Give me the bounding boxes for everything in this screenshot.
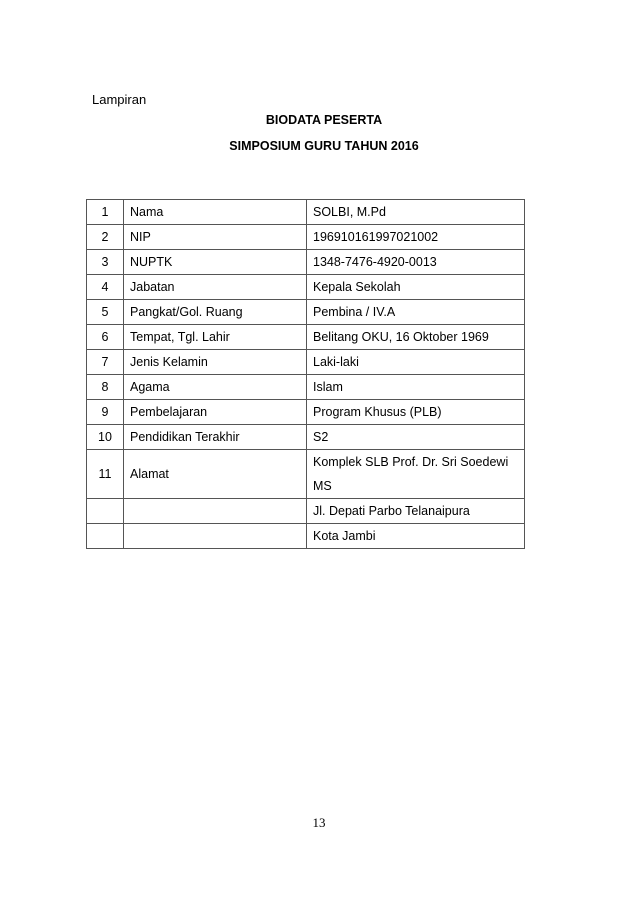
row-label: Pendidikan Terakhir [124, 425, 307, 450]
alamat-line-1: Komplek SLB Prof. Dr. Sri Soedewi [313, 455, 509, 469]
table-row [87, 375, 525, 400]
table-row [87, 425, 525, 450]
row-value: Laki-laki [307, 350, 525, 375]
row-number: 5 [87, 300, 124, 325]
row-label: Pembelajaran [124, 400, 307, 425]
row-label: NUPTK [124, 250, 307, 275]
row-value: Program Khusus (PLB) [307, 400, 525, 425]
row-label: Nama [124, 200, 307, 225]
table-row [87, 200, 525, 225]
row-label: Alamat [124, 450, 307, 499]
table-row [87, 225, 525, 250]
row-label: NIP [124, 225, 307, 250]
alamat-line-3: Jl. Depati Parbo Telanaipura [307, 499, 525, 524]
row-number: 4 [87, 275, 124, 300]
document-subtitle: SIMPOSIUM GURU TAHUN 2016 [229, 139, 419, 153]
table-row [87, 250, 525, 275]
empty-cell [124, 524, 307, 549]
row-value: 1348-7476-4920-0013 [307, 250, 525, 275]
row-value: 196910161997021002 [307, 225, 525, 250]
row-number: 9 [87, 400, 124, 425]
page-number: 13 [312, 815, 326, 830]
row-number: 8 [87, 375, 124, 400]
biodata-table [86, 199, 525, 549]
row-label: Agama [124, 375, 307, 400]
row-label: Jabatan [124, 275, 307, 300]
empty-cell [87, 524, 124, 549]
row-value: Kepala Sekolah [307, 275, 525, 300]
row-number: 2 [87, 225, 124, 250]
row-value: Belitang OKU, 16 Oktober 1969 [307, 325, 525, 350]
row-number: 11 [87, 450, 124, 499]
row-value: S2 [307, 425, 525, 450]
table-row-alamat-continued [87, 524, 525, 549]
row-label: Jenis Kelamin [124, 350, 307, 375]
empty-cell [124, 499, 307, 524]
table-row [87, 350, 525, 375]
document-title: BIODATA PESERTA [265, 113, 383, 127]
lampiran-label: Lampiran [92, 92, 147, 107]
table-row [87, 325, 525, 350]
alamat-value [307, 450, 525, 499]
empty-cell [87, 499, 124, 524]
row-number: 7 [87, 350, 124, 375]
table-row [87, 400, 525, 425]
row-value: SOLBI, M.Pd [307, 200, 525, 225]
table-row [87, 300, 525, 325]
row-label: Pangkat/Gol. Ruang [124, 300, 307, 325]
row-value: Pembina / IV.A [307, 300, 525, 325]
row-label: Tempat, Tgl. Lahir [124, 325, 307, 350]
row-value: Islam [307, 375, 525, 400]
alamat-line-2: MS [313, 479, 332, 493]
row-number: 6 [87, 325, 124, 350]
table-row [87, 275, 525, 300]
alamat-line-4: Kota Jambi [307, 524, 525, 549]
row-number: 1 [87, 200, 124, 225]
table-row-alamat [87, 450, 525, 499]
row-number: 3 [87, 250, 124, 275]
row-number: 10 [87, 425, 124, 450]
table-row-alamat-continued [87, 499, 525, 524]
